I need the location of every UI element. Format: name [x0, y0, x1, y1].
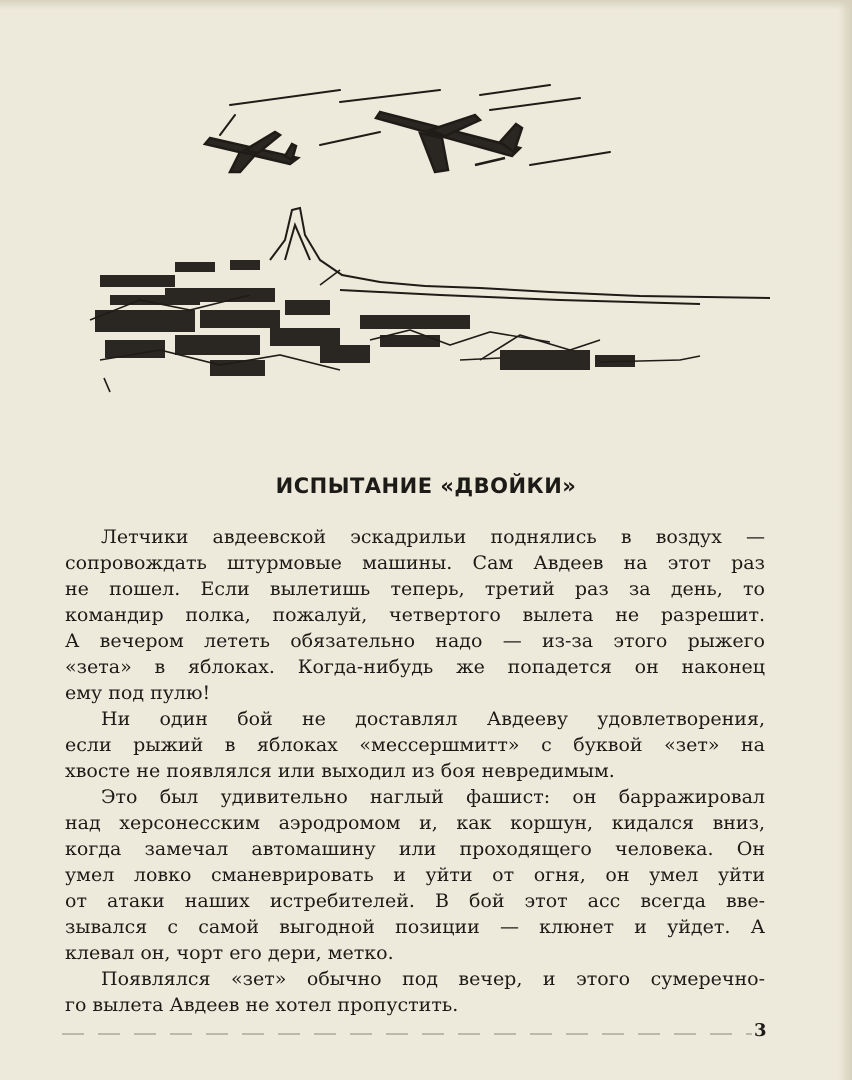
text-line: хвосте не появлялся или выходил из боя невредимым. [65, 760, 615, 782]
text-line: от атаки наших истребителей. В бой этот асс всегда вве- [65, 890, 765, 912]
mountain [270, 208, 770, 304]
speed-line [490, 98, 580, 110]
airplane-left [205, 132, 298, 172]
page-edge [0, 0, 852, 10]
page-edge-shadow [838, 0, 852, 1080]
text-line: клевал он, чорт его дери, метко. [65, 942, 394, 964]
page-number: 3 [754, 1020, 767, 1041]
text-line: не пошел. Если вылетишь теперь, третий раз за день, то [65, 578, 765, 600]
speed-line [530, 152, 610, 165]
speed-line [320, 132, 380, 145]
town [95, 260, 635, 376]
text-line: умел ловко сманеврировать и уйти от огня, он умел уйти [65, 864, 765, 886]
text-line: зывался с самой выгодной позиции — клюнет и уйдет. А [65, 916, 765, 938]
text-line: «зета» в яблоках. Когда-нибудь же попадется он наконец [65, 656, 765, 678]
text-line: над херсонесским аэродромом и, как коршун, кидался вниз, [65, 812, 765, 834]
text-line: А вечером лететь обязательно надо — из-за этого рыжего [65, 630, 765, 652]
speed-line [220, 115, 235, 135]
speed-line [230, 90, 340, 105]
text-line: ему под пулю! [65, 682, 211, 704]
paragraph [65, 706, 765, 784]
text-line: сопровождать штурмовые машины. Сам Авдеев на этот раз [65, 552, 765, 574]
paragraph [65, 784, 765, 966]
paragraph [65, 524, 765, 706]
text-line: командир полка, пожалуй, четвертого вылета не разрешит. [65, 604, 765, 626]
chapter-title: ИСПЫТАНИЕ «ДВОЙКИ» [275, 474, 577, 498]
text-line: го вылета Авдеев не хотел пропустить. [65, 994, 459, 1016]
airfield-illustration [80, 60, 780, 410]
airplane-right [376, 112, 522, 172]
paragraph [65, 966, 765, 1018]
text-line: Появлялся «зет» обычно под вечер, и этого сумеречно- [101, 968, 765, 990]
speed-line [480, 85, 550, 95]
footer-rule [62, 1030, 752, 1038]
text-line: Ни один бой не доставлял Авдееву удовлетворения, [101, 708, 765, 730]
text-line: если рыжий в яблоках «мессершмитт» с буквой «зет» на [65, 734, 765, 756]
text-line: Летчики авдеевской эскадрильи поднялись в воздух — [101, 526, 765, 548]
text-line: Это был удивительно наглый фашист: он барражировал [101, 786, 765, 808]
body-text [65, 524, 765, 1018]
speed-line [340, 90, 440, 102]
text-line: когда замечал автомашину или проходящего человека. Он [65, 838, 765, 860]
